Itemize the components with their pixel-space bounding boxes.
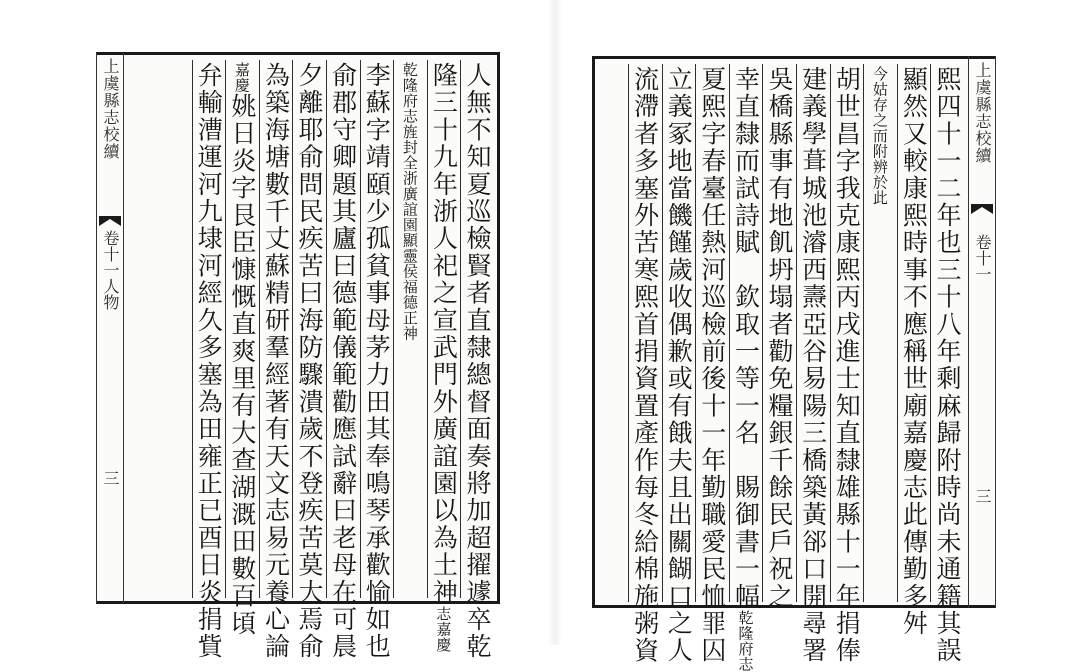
body-text: 俞郡守卿題其廬曰德範儀範勸應試辭曰老母在可晨 [328, 62, 358, 661]
annotation-text: 今姑存之而附辨於此 [870, 66, 889, 206]
text-column [393, 60, 427, 598]
left-strip-juan: 卷十一人物 [101, 230, 120, 310]
body-text: 夕離耶俞問民疾苦曰海防驟潰歲不登疾苦莫大焉俞 [295, 62, 325, 661]
text-column [863, 64, 897, 602]
annotation-text: 旌封全浙廣誼園顯靈侯福德正神 [400, 124, 419, 341]
text-column [259, 60, 293, 661]
text-column [796, 64, 830, 665]
text-column [628, 64, 662, 665]
text-column [662, 64, 696, 665]
left-text-columns [126, 60, 494, 661]
body-text: 為築海塘數千丈蘇精研羣經著有天文志易元養心論 [261, 62, 291, 661]
body-text: 夏熙字春臺任熱河巡檢前後十一年勤職愛民恤罪囚 [697, 66, 727, 665]
body-text: 顯然又較康熙時事不應稱世廟嘉慶志此傳勤多舛 [899, 66, 929, 638]
body-text: 胡世昌字我克康熙丙戌進士知直隸雄縣十一年捐俸 [832, 66, 862, 665]
right-strip-juan: 卷十一 [973, 234, 992, 282]
left-strip-title: 上虞縣志校續 [101, 58, 120, 160]
right-strip-title: 上虞縣志校續 [973, 62, 992, 164]
text-column [225, 60, 259, 637]
text-column [830, 64, 864, 665]
body-text: 流滯者多塞外苦寒熙首捐資置產作每冬給棉施粥資 [630, 66, 660, 665]
right-page-centre-strip [968, 56, 996, 608]
body-text: 隆三十九年浙人祀之宣武門外廣誼園以為土神 [429, 62, 459, 606]
annotation-text: 嘉慶 [232, 62, 251, 93]
annotation-text: 乾隆府志 [400, 62, 419, 124]
left-strip-page-number: 三 [101, 470, 120, 486]
annotation-text: 乾隆府志 [736, 610, 755, 672]
body-text: 姚日炎字艮臣慷慨直爽里有大查湖溉田數百頃 [227, 93, 257, 637]
book-gutter [548, 0, 562, 645]
text-column [762, 64, 796, 610]
text-column [326, 60, 360, 661]
body-text: 熙四十一二年也三十八年剩麻歸附時尚未通籍其誤 [933, 66, 962, 665]
body-text: 立義冢地當饑饉歲收偶歉或有餓夫且出關餬口之人 [664, 66, 694, 665]
text-column [292, 60, 326, 661]
annotation-text: 志嘉慶 [434, 606, 453, 653]
body-text: 人無不知夏巡檢賢者直隸總督面奏將加超擢遽卒乾 [463, 62, 492, 661]
text-column [930, 64, 964, 665]
body-text: 建義學葺城池濬西燾亞谷易陽三橋築黃郤口開尋署 [798, 66, 828, 665]
body-text: 吳橋縣事有地飢坍塌者勸免糧銀千餘民戶祝之 [765, 66, 795, 610]
body-text: 幸直隸而試詩賦 欽取一等一名 賜御書一幅 [731, 66, 761, 610]
left-page [96, 52, 500, 661]
right-strip-page-number: 三 [973, 488, 992, 504]
left-page-centre-strip [96, 52, 124, 604]
body-text: 弁輸漕運河九埭河經久多塞為田雍正已酉日炎捐貲 [194, 62, 224, 661]
right-text-columns [598, 64, 964, 672]
text-column [192, 60, 226, 661]
text-column [460, 60, 494, 661]
text-column [360, 60, 394, 661]
fishtail-mark [971, 204, 993, 214]
body-text: 李蘇字靖頤少孤貧事母茅力田其奉鳴琴承歡愉如也 [362, 62, 392, 661]
text-column [897, 64, 931, 638]
text-column [695, 64, 729, 665]
text-column [427, 60, 461, 653]
right-page [592, 56, 996, 672]
text-column [729, 64, 763, 672]
fishtail-mark [99, 216, 121, 226]
